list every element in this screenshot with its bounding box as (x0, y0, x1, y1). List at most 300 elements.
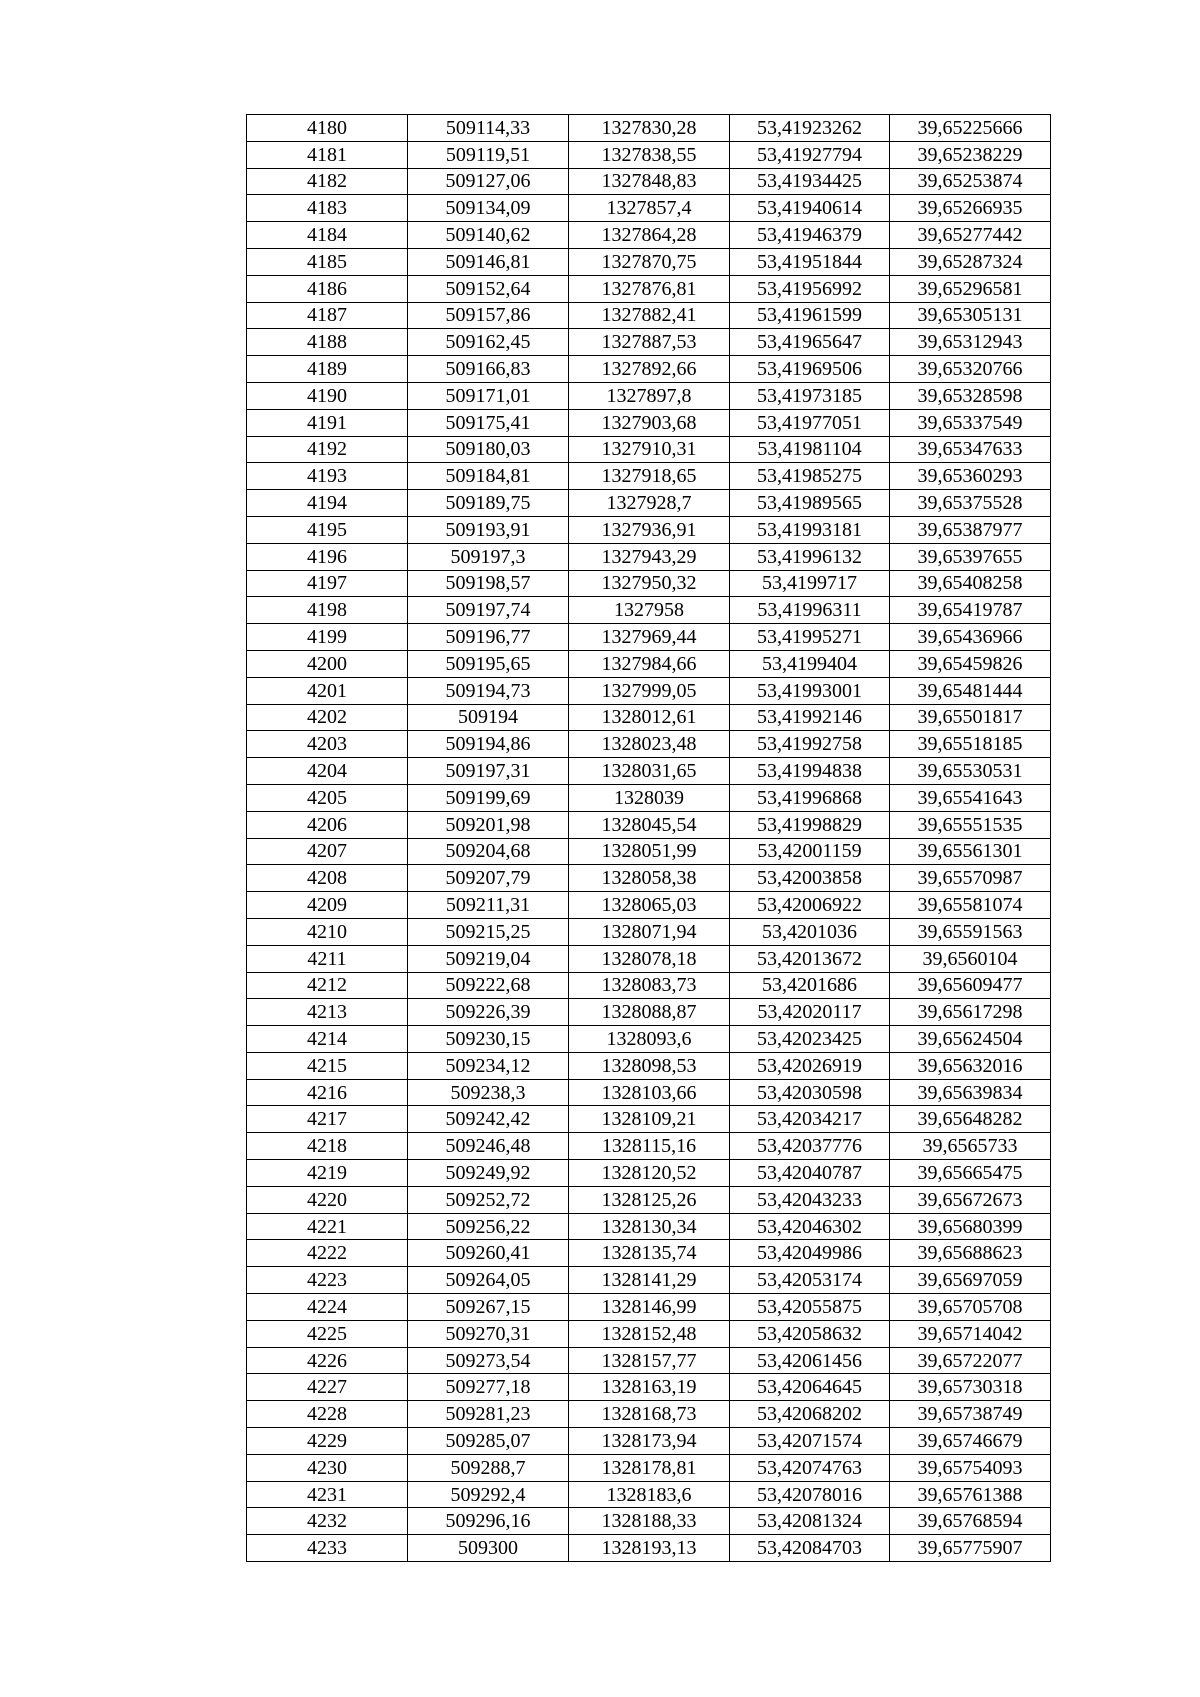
latitude-cell: 53,42061456 (730, 1347, 890, 1374)
longitude-cell: 39,65277442 (890, 222, 1051, 249)
latitude-cell: 53,41961599 (730, 302, 890, 329)
x-coordinate-cell: 509193,91 (408, 516, 569, 543)
point-number-cell: 4193 (247, 463, 408, 490)
point-number-cell: 4215 (247, 1052, 408, 1079)
y-coordinate-cell: 1328178,81 (569, 1454, 730, 1481)
point-number-cell: 4203 (247, 731, 408, 758)
table-row (247, 1535, 1051, 1562)
x-coordinate-cell: 509285,07 (408, 1428, 569, 1455)
point-number-cell: 4195 (247, 516, 408, 543)
longitude-cell: 39,65419787 (890, 597, 1051, 624)
latitude-cell: 53,42026919 (730, 1052, 890, 1079)
latitude-cell: 53,41965647 (730, 329, 890, 356)
table-row (247, 972, 1051, 999)
y-coordinate-cell: 1328130,34 (569, 1213, 730, 1240)
longitude-cell: 39,65305131 (890, 302, 1051, 329)
point-number-cell: 4191 (247, 409, 408, 436)
longitude-cell: 39,65375528 (890, 490, 1051, 517)
x-coordinate-cell: 509207,79 (408, 865, 569, 892)
coordinates-table (246, 114, 1051, 1562)
latitude-cell: 53,41927794 (730, 141, 890, 168)
table-row (247, 463, 1051, 490)
longitude-cell: 39,65680399 (890, 1213, 1051, 1240)
point-number-cell: 4228 (247, 1401, 408, 1428)
table-row (247, 115, 1051, 142)
table-row (247, 1026, 1051, 1053)
latitude-cell: 53,41994838 (730, 758, 890, 785)
latitude-cell: 53,41996311 (730, 597, 890, 624)
longitude-cell: 39,65648282 (890, 1106, 1051, 1133)
latitude-cell: 53,41969506 (730, 356, 890, 383)
longitude-cell: 39,65225666 (890, 115, 1051, 142)
longitude-cell: 39,65551535 (890, 811, 1051, 838)
longitude-cell: 39,65672673 (890, 1186, 1051, 1213)
longitude-cell: 39,65347633 (890, 436, 1051, 463)
latitude-cell: 53,41992758 (730, 731, 890, 758)
y-coordinate-cell: 1327887,53 (569, 329, 730, 356)
table-row (247, 1481, 1051, 1508)
latitude-cell: 53,41940614 (730, 195, 890, 222)
longitude-cell: 39,65697059 (890, 1267, 1051, 1294)
latitude-cell: 53,41973185 (730, 382, 890, 409)
y-coordinate-cell: 1328115,16 (569, 1133, 730, 1160)
x-coordinate-cell: 509211,31 (408, 892, 569, 919)
y-coordinate-cell: 1328120,52 (569, 1160, 730, 1187)
y-coordinate-cell: 1327958 (569, 597, 730, 624)
y-coordinate-cell: 1328109,21 (569, 1106, 730, 1133)
latitude-cell: 53,42030598 (730, 1079, 890, 1106)
x-coordinate-cell: 509296,16 (408, 1508, 569, 1535)
table-row (247, 409, 1051, 436)
latitude-cell: 53,41996868 (730, 784, 890, 811)
y-coordinate-cell: 1327969,44 (569, 624, 730, 651)
point-number-cell: 4231 (247, 1481, 408, 1508)
point-number-cell: 4232 (247, 1508, 408, 1535)
point-number-cell: 4233 (247, 1535, 408, 1562)
y-coordinate-cell: 1328078,18 (569, 945, 730, 972)
x-coordinate-cell: 509189,75 (408, 490, 569, 517)
point-number-cell: 4205 (247, 784, 408, 811)
x-coordinate-cell: 509226,39 (408, 999, 569, 1026)
table-row (247, 650, 1051, 677)
table-row (247, 1213, 1051, 1240)
y-coordinate-cell: 1327943,29 (569, 543, 730, 570)
table-row (247, 597, 1051, 624)
point-number-cell: 4190 (247, 382, 408, 409)
latitude-cell: 53,41985275 (730, 463, 890, 490)
y-coordinate-cell: 1327882,41 (569, 302, 730, 329)
y-coordinate-cell: 1327864,28 (569, 222, 730, 249)
point-number-cell: 4198 (247, 597, 408, 624)
point-number-cell: 4204 (247, 758, 408, 785)
x-coordinate-cell: 509256,22 (408, 1213, 569, 1240)
latitude-cell: 53,42081324 (730, 1508, 890, 1535)
point-number-cell: 4188 (247, 329, 408, 356)
y-coordinate-cell: 1328098,53 (569, 1052, 730, 1079)
x-coordinate-cell: 509197,3 (408, 543, 569, 570)
y-coordinate-cell: 1327857,4 (569, 195, 730, 222)
table-row (247, 222, 1051, 249)
latitude-cell: 53,42074763 (730, 1454, 890, 1481)
x-coordinate-cell: 509242,42 (408, 1106, 569, 1133)
table-row (247, 1347, 1051, 1374)
latitude-cell: 53,42020117 (730, 999, 890, 1026)
latitude-cell: 53,41989565 (730, 490, 890, 517)
longitude-cell: 39,65632016 (890, 1052, 1051, 1079)
table-row (247, 1454, 1051, 1481)
table-row (247, 382, 1051, 409)
latitude-cell: 53,42037776 (730, 1133, 890, 1160)
point-number-cell: 4200 (247, 650, 408, 677)
longitude-cell: 39,65561301 (890, 838, 1051, 865)
longitude-cell: 39,65312943 (890, 329, 1051, 356)
table-row (247, 1133, 1051, 1160)
longitude-cell: 39,65408258 (890, 570, 1051, 597)
x-coordinate-cell: 509197,31 (408, 758, 569, 785)
x-coordinate-cell: 509249,92 (408, 1160, 569, 1187)
y-coordinate-cell: 1328093,6 (569, 1026, 730, 1053)
longitude-cell: 39,65581074 (890, 892, 1051, 919)
x-coordinate-cell: 509134,09 (408, 195, 569, 222)
point-number-cell: 4210 (247, 918, 408, 945)
longitude-cell: 39,65624504 (890, 1026, 1051, 1053)
latitude-cell: 53,41934425 (730, 168, 890, 195)
point-number-cell: 4227 (247, 1374, 408, 1401)
y-coordinate-cell: 1327918,65 (569, 463, 730, 490)
latitude-cell: 53,42006922 (730, 892, 890, 919)
x-coordinate-cell: 509260,41 (408, 1240, 569, 1267)
point-number-cell: 4218 (247, 1133, 408, 1160)
x-coordinate-cell: 509267,15 (408, 1294, 569, 1321)
point-number-cell: 4214 (247, 1026, 408, 1053)
point-number-cell: 4201 (247, 677, 408, 704)
longitude-cell: 39,6560104 (890, 945, 1051, 972)
table-row (247, 892, 1051, 919)
x-coordinate-cell: 509234,12 (408, 1052, 569, 1079)
point-number-cell: 4192 (247, 436, 408, 463)
y-coordinate-cell: 1327928,7 (569, 490, 730, 517)
longitude-cell: 39,65459826 (890, 650, 1051, 677)
point-number-cell: 4216 (247, 1079, 408, 1106)
longitude-cell: 39,65287324 (890, 248, 1051, 275)
point-number-cell: 4207 (247, 838, 408, 865)
x-coordinate-cell: 509195,65 (408, 650, 569, 677)
longitude-cell: 39,65570987 (890, 865, 1051, 892)
longitude-cell: 39,65761388 (890, 1481, 1051, 1508)
y-coordinate-cell: 1327936,91 (569, 516, 730, 543)
y-coordinate-cell: 1328183,6 (569, 1481, 730, 1508)
y-coordinate-cell: 1327903,68 (569, 409, 730, 436)
x-coordinate-cell: 509194,73 (408, 677, 569, 704)
longitude-cell: 39,65617298 (890, 999, 1051, 1026)
latitude-cell: 53,42001159 (730, 838, 890, 865)
x-coordinate-cell: 509201,98 (408, 811, 569, 838)
x-coordinate-cell: 509196,77 (408, 624, 569, 651)
longitude-cell: 39,65436966 (890, 624, 1051, 651)
x-coordinate-cell: 509157,86 (408, 302, 569, 329)
point-number-cell: 4194 (247, 490, 408, 517)
table-row (247, 570, 1051, 597)
point-number-cell: 4183 (247, 195, 408, 222)
latitude-cell: 53,41992146 (730, 704, 890, 731)
table-row (247, 758, 1051, 785)
table-row (247, 516, 1051, 543)
x-coordinate-cell: 509180,03 (408, 436, 569, 463)
table-row (247, 1320, 1051, 1347)
table-row (247, 275, 1051, 302)
latitude-cell: 53,42064645 (730, 1374, 890, 1401)
x-coordinate-cell: 509114,33 (408, 115, 569, 142)
latitude-cell: 53,4199717 (730, 570, 890, 597)
latitude-cell: 53,42040787 (730, 1160, 890, 1187)
x-coordinate-cell: 509204,68 (408, 838, 569, 865)
latitude-cell: 53,41998829 (730, 811, 890, 838)
x-coordinate-cell: 509197,74 (408, 597, 569, 624)
x-coordinate-cell: 509127,06 (408, 168, 569, 195)
table-row (247, 731, 1051, 758)
latitude-cell: 53,41993001 (730, 677, 890, 704)
point-number-cell: 4221 (247, 1213, 408, 1240)
table-row (247, 1052, 1051, 1079)
point-number-cell: 4223 (247, 1267, 408, 1294)
point-number-cell: 4202 (247, 704, 408, 731)
table-row (247, 1401, 1051, 1428)
point-number-cell: 4186 (247, 275, 408, 302)
point-number-cell: 4197 (247, 570, 408, 597)
table-row (247, 945, 1051, 972)
y-coordinate-cell: 1328188,33 (569, 1508, 730, 1535)
table-row (247, 490, 1051, 517)
longitude-cell: 39,65730318 (890, 1374, 1051, 1401)
y-coordinate-cell: 1328023,48 (569, 731, 730, 758)
y-coordinate-cell: 1328168,73 (569, 1401, 730, 1428)
y-coordinate-cell: 1328088,87 (569, 999, 730, 1026)
point-number-cell: 4230 (247, 1454, 408, 1481)
y-coordinate-cell: 1328012,61 (569, 704, 730, 731)
table-row (247, 1160, 1051, 1187)
latitude-cell: 53,4201036 (730, 918, 890, 945)
point-number-cell: 4189 (247, 356, 408, 383)
table-row (247, 677, 1051, 704)
x-coordinate-cell: 509171,01 (408, 382, 569, 409)
table-row (247, 838, 1051, 865)
x-coordinate-cell: 509119,51 (408, 141, 569, 168)
table-row (247, 141, 1051, 168)
table-row (247, 1294, 1051, 1321)
y-coordinate-cell: 1328146,99 (569, 1294, 730, 1321)
latitude-cell: 53,42003858 (730, 865, 890, 892)
longitude-cell: 39,65722077 (890, 1347, 1051, 1374)
y-coordinate-cell: 1328039 (569, 784, 730, 811)
y-coordinate-cell: 1327897,8 (569, 382, 730, 409)
point-number-cell: 4185 (247, 248, 408, 275)
x-coordinate-cell: 509215,25 (408, 918, 569, 945)
x-coordinate-cell: 509194 (408, 704, 569, 731)
y-coordinate-cell: 1328031,65 (569, 758, 730, 785)
table-row (247, 195, 1051, 222)
longitude-cell: 39,65530531 (890, 758, 1051, 785)
longitude-cell: 39,65705708 (890, 1294, 1051, 1321)
table-row (247, 704, 1051, 731)
x-coordinate-cell: 509246,48 (408, 1133, 569, 1160)
longitude-cell: 39,65609477 (890, 972, 1051, 999)
point-number-cell: 4184 (247, 222, 408, 249)
table-row (247, 436, 1051, 463)
longitude-cell: 39,65518185 (890, 731, 1051, 758)
x-coordinate-cell: 509152,64 (408, 275, 569, 302)
latitude-cell: 53,42049986 (730, 1240, 890, 1267)
table-row (247, 1267, 1051, 1294)
y-coordinate-cell: 1327838,55 (569, 141, 730, 168)
y-coordinate-cell: 1327870,75 (569, 248, 730, 275)
x-coordinate-cell: 509140,62 (408, 222, 569, 249)
point-number-cell: 4222 (247, 1240, 408, 1267)
point-number-cell: 4213 (247, 999, 408, 1026)
y-coordinate-cell: 1327848,83 (569, 168, 730, 195)
x-coordinate-cell: 509300 (408, 1535, 569, 1562)
longitude-cell: 39,65775907 (890, 1535, 1051, 1562)
x-coordinate-cell: 509270,31 (408, 1320, 569, 1347)
longitude-cell: 39,65714042 (890, 1320, 1051, 1347)
latitude-cell: 53,41993181 (730, 516, 890, 543)
latitude-cell: 53,42013672 (730, 945, 890, 972)
longitude-cell: 39,65320766 (890, 356, 1051, 383)
table-row (247, 543, 1051, 570)
latitude-cell: 53,4201686 (730, 972, 890, 999)
latitude-cell: 53,42053174 (730, 1267, 890, 1294)
x-coordinate-cell: 509230,15 (408, 1026, 569, 1053)
latitude-cell: 53,42078016 (730, 1481, 890, 1508)
table-row (247, 356, 1051, 383)
table-row (247, 811, 1051, 838)
longitude-cell: 39,65754093 (890, 1454, 1051, 1481)
point-number-cell: 4211 (247, 945, 408, 972)
longitude-cell: 39,65397655 (890, 543, 1051, 570)
point-number-cell: 4182 (247, 168, 408, 195)
table-row (247, 1374, 1051, 1401)
y-coordinate-cell: 1328058,38 (569, 865, 730, 892)
longitude-cell: 39,65266935 (890, 195, 1051, 222)
y-coordinate-cell: 1328083,73 (569, 972, 730, 999)
y-coordinate-cell: 1328125,26 (569, 1186, 730, 1213)
point-number-cell: 4226 (247, 1347, 408, 1374)
table-row (247, 248, 1051, 275)
longitude-cell: 39,65746679 (890, 1428, 1051, 1455)
latitude-cell: 53,42055875 (730, 1294, 890, 1321)
y-coordinate-cell: 1328163,19 (569, 1374, 730, 1401)
point-number-cell: 4181 (247, 141, 408, 168)
longitude-cell: 39,65328598 (890, 382, 1051, 409)
y-coordinate-cell: 1328135,74 (569, 1240, 730, 1267)
table-row (247, 1079, 1051, 1106)
y-coordinate-cell: 1327999,05 (569, 677, 730, 704)
longitude-cell: 39,65238229 (890, 141, 1051, 168)
longitude-cell: 39,65688623 (890, 1240, 1051, 1267)
y-coordinate-cell: 1328152,48 (569, 1320, 730, 1347)
y-coordinate-cell: 1327892,66 (569, 356, 730, 383)
latitude-cell: 53,42043233 (730, 1186, 890, 1213)
point-number-cell: 4209 (247, 892, 408, 919)
x-coordinate-cell: 509184,81 (408, 463, 569, 490)
point-number-cell: 4217 (247, 1106, 408, 1133)
latitude-cell: 53,41977051 (730, 409, 890, 436)
table-row (247, 329, 1051, 356)
latitude-cell: 53,42084703 (730, 1535, 890, 1562)
longitude-cell: 39,65738749 (890, 1401, 1051, 1428)
longitude-cell: 39,65591563 (890, 918, 1051, 945)
point-number-cell: 4225 (247, 1320, 408, 1347)
point-number-cell: 4220 (247, 1186, 408, 1213)
latitude-cell: 53,41951844 (730, 248, 890, 275)
point-number-cell: 4212 (247, 972, 408, 999)
latitude-cell: 53,41923262 (730, 115, 890, 142)
longitude-cell: 39,65541643 (890, 784, 1051, 811)
latitude-cell: 53,41956992 (730, 275, 890, 302)
point-number-cell: 4219 (247, 1160, 408, 1187)
x-coordinate-cell: 509198,57 (408, 570, 569, 597)
longitude-cell: 39,65639834 (890, 1079, 1051, 1106)
x-coordinate-cell: 509288,7 (408, 1454, 569, 1481)
point-number-cell: 4224 (247, 1294, 408, 1321)
x-coordinate-cell: 509273,54 (408, 1347, 569, 1374)
table-row (247, 865, 1051, 892)
x-coordinate-cell: 509222,68 (408, 972, 569, 999)
x-coordinate-cell: 509264,05 (408, 1267, 569, 1294)
latitude-cell: 53,4199404 (730, 650, 890, 677)
x-coordinate-cell: 509238,3 (408, 1079, 569, 1106)
x-coordinate-cell: 509166,83 (408, 356, 569, 383)
point-number-cell: 4196 (247, 543, 408, 570)
point-number-cell: 4229 (247, 1428, 408, 1455)
coordinates-table-body (247, 115, 1051, 1562)
table-row (247, 1508, 1051, 1535)
table-row (247, 918, 1051, 945)
y-coordinate-cell: 1328071,94 (569, 918, 730, 945)
table-row (247, 1106, 1051, 1133)
longitude-cell: 39,65387977 (890, 516, 1051, 543)
latitude-cell: 53,42071574 (730, 1428, 890, 1455)
y-coordinate-cell: 1327984,66 (569, 650, 730, 677)
x-coordinate-cell: 509277,18 (408, 1374, 569, 1401)
longitude-cell: 39,65337549 (890, 409, 1051, 436)
table-row (247, 168, 1051, 195)
latitude-cell: 53,41981104 (730, 436, 890, 463)
y-coordinate-cell: 1328103,66 (569, 1079, 730, 1106)
y-coordinate-cell: 1328193,13 (569, 1535, 730, 1562)
longitude-cell: 39,65481444 (890, 677, 1051, 704)
longitude-cell: 39,65665475 (890, 1160, 1051, 1187)
longitude-cell: 39,65253874 (890, 168, 1051, 195)
point-number-cell: 4206 (247, 811, 408, 838)
point-number-cell: 4208 (247, 865, 408, 892)
latitude-cell: 53,42023425 (730, 1026, 890, 1053)
point-number-cell: 4199 (247, 624, 408, 651)
longitude-cell: 39,65296581 (890, 275, 1051, 302)
latitude-cell: 53,42068202 (730, 1401, 890, 1428)
y-coordinate-cell: 1327910,31 (569, 436, 730, 463)
longitude-cell: 39,65501817 (890, 704, 1051, 731)
table-row (247, 1240, 1051, 1267)
table-row (247, 1186, 1051, 1213)
latitude-cell: 53,42046302 (730, 1213, 890, 1240)
longitude-cell: 39,65768594 (890, 1508, 1051, 1535)
y-coordinate-cell: 1328173,94 (569, 1428, 730, 1455)
x-coordinate-cell: 509252,72 (408, 1186, 569, 1213)
x-coordinate-cell: 509146,81 (408, 248, 569, 275)
x-coordinate-cell: 509199,69 (408, 784, 569, 811)
y-coordinate-cell: 1328157,77 (569, 1347, 730, 1374)
x-coordinate-cell: 509292,4 (408, 1481, 569, 1508)
